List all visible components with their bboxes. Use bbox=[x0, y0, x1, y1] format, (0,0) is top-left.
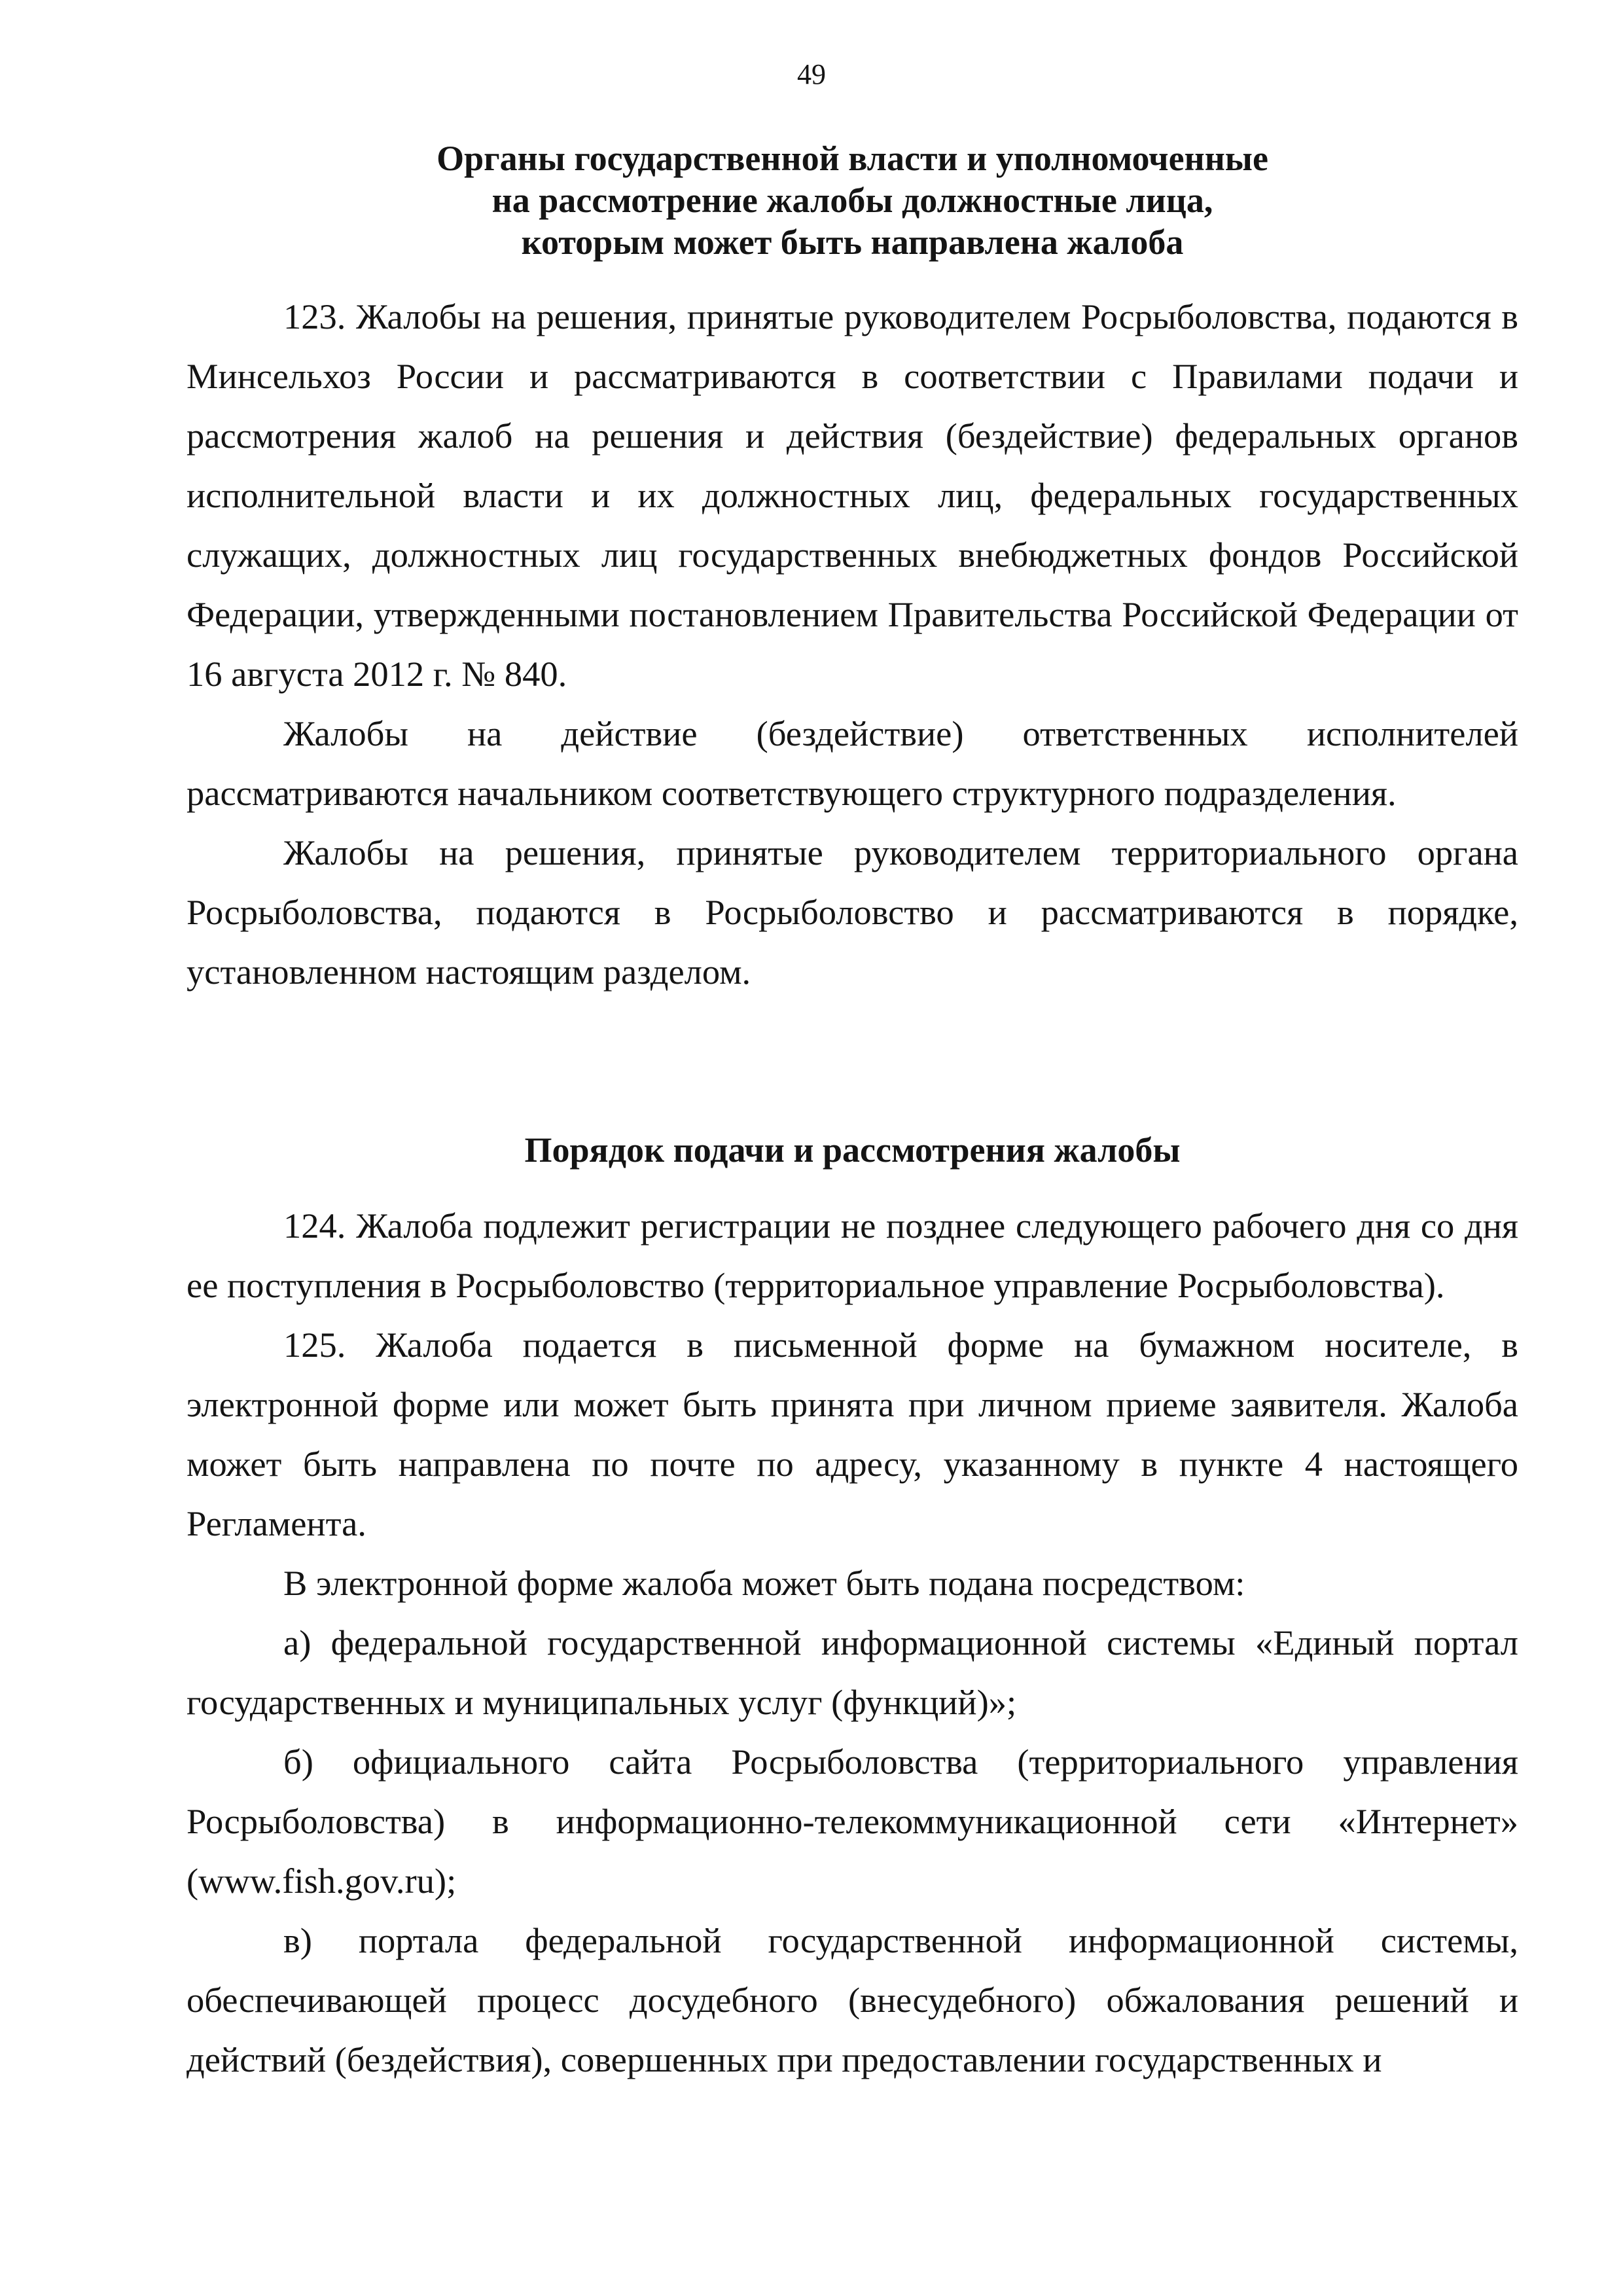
paragraph: Жалобы на действие (бездействие) ответственных исполнителей рассматриваются начальником соответствующего структурного подразделения. bbox=[187, 713, 1518, 813]
heading-line: которым может быть направлена жалоба bbox=[521, 223, 1184, 262]
section-body-authorities bbox=[187, 287, 1518, 1001]
paragraph: Жалобы на решения, принятые руководителем территориального органа Росрыболовства, подаются в Росрыболовство и рассматриваются в порядке, установленном настоящим разделом. bbox=[187, 833, 1518, 992]
heading-line: Органы государственной власти и уполномоченные bbox=[437, 139, 1268, 178]
section-heading-procedure: Порядок подачи и рассмотрения жалобы bbox=[524, 1130, 1181, 1170]
section-body-procedure bbox=[187, 1196, 1518, 2089]
list-item-b: б) официального сайта Росрыболовства (территориального управления Росрыболовства) в информационно-телекоммуникационной сети «Интернет» (www.fish.gov.ru); bbox=[187, 1742, 1518, 1901]
paragraph: В электронной форме жалоба может быть подана посредством: bbox=[283, 1563, 1245, 1603]
paragraph-124: 124. Жалоба подлежит регистрации не позднее следующего рабочего дня со дня ее поступления в Росрыболовство (территориальное управление Росрыболовства). bbox=[187, 1206, 1518, 1305]
list-item-v: в) портала федеральной государственной информационной системы, обеспечивающей процесс досудебного (внесудебного) обжалования решений и действий (бездействия), совершенных при предоставлении государственных и bbox=[187, 1920, 1518, 2079]
paragraph-125: 125. Жалоба подается в письменной форме на бумажном носителе, в электронной форме или может быть принята при личном приеме заявителя. Жалоба может быть направлена по почте по адресу, указанному в пункте 4 настоящего Регламента. bbox=[187, 1325, 1518, 1543]
heading-line: на рассмотрение жалобы должностные лица, bbox=[491, 181, 1213, 220]
paragraph-123: 123. Жалобы на решения, принятые руководителем Росрыболовства, подаются в Минсельхоз России и рассматриваются в соответствии с Правилами подачи и рассмотрения жалоб на решения и действия (бездействие) федеральных органов исполнительной власти и их должностных лиц, федеральных государственных служащих, должностных лиц государственных внебюджетных фондов Российской Федерации, утвержденными постановлением Правительства Российской Федерации от 16 августа 2012 г. № 840. bbox=[187, 296, 1518, 694]
section-heading-authorities bbox=[187, 137, 1518, 263]
list-item-a: а) федеральной государственной информационной системы «Единый портал государственных и муниципальных услуг (функций)»; bbox=[187, 1623, 1518, 1722]
page-number: 49 bbox=[797, 58, 826, 90]
